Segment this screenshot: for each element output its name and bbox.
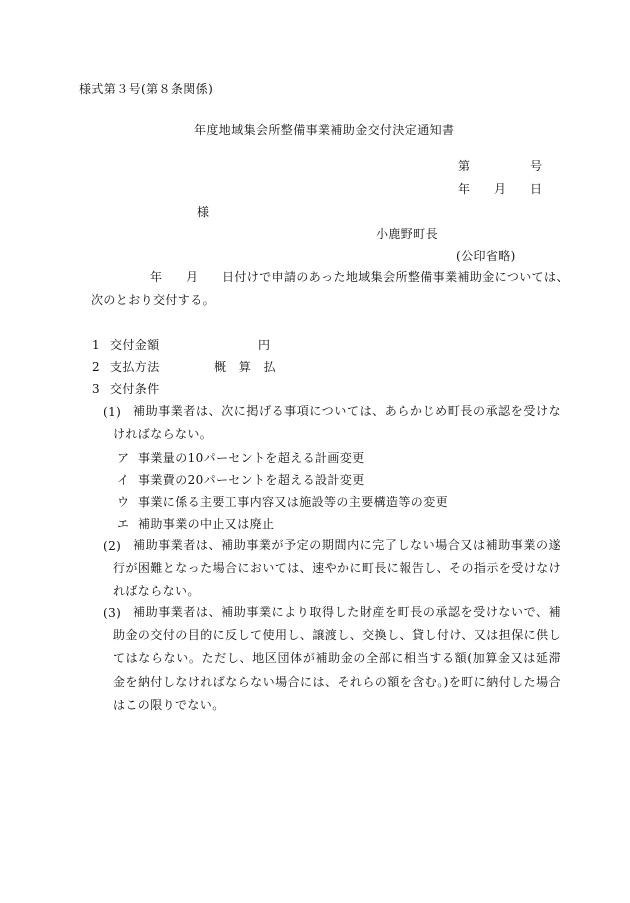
subitem-text: 補助事業の中止又は廃止 [138,517,275,531]
item-value-amount: 円 [258,338,271,352]
item-number: 2 [92,360,101,374]
subitem-mark: エ [117,517,130,531]
condition-number: (1) [103,405,122,419]
intro-line2: 次のとおり交付する。 [91,293,216,307]
subitem-mark: ア [117,451,130,465]
item-number: 3 [92,382,101,396]
subitem-mark: イ [117,473,130,487]
item-label-payment: 支払方法 [110,360,160,374]
item-number: 1 [92,338,101,352]
item-value-payment: 概 算 払 [214,360,277,374]
date-year: 年 [458,182,471,196]
intro-month: 月 [186,270,199,284]
addressee-suffix: 様 [197,205,210,219]
date-day: 日 [530,182,543,196]
document-no-prefix: 第 [458,159,471,173]
item-label-amount: 交付金額 [110,338,160,352]
subitem-mark: ウ [117,495,130,509]
subitem-text: 事業量の10パーセントを超える計画変更 [138,451,365,465]
date-month: 月 [494,182,507,196]
seal-note: (公印省略) [456,249,516,263]
document-no-suffix: 号 [530,159,543,173]
issuer: 小鹿野町長 [376,227,439,241]
condition-number: (2) [103,539,122,553]
condition-text: 補助事業者は、補助事業が予定の期間内に完了しない場合又は補助事業の遂行が困難となった場合においては、速やかに町長に報告し、その指示を受けなければならない。 [113,538,561,599]
subitem-text: 事業に係る主要工事内容又は施設等の主要構造等の変更 [138,495,449,509]
form-number: 様式第３号(第８条関係) [79,82,214,96]
item-label-conditions: 交付条件 [110,382,160,396]
subitem-text: 事業費の20パーセントを超える設計変更 [138,473,365,487]
document-title: 年度地域集会所整備事業補助金交付決定通知書 [194,123,455,137]
condition-text: 補助事業者は、次に掲げる事項については、あらかじめ町長の承認を受けなければならない。 [113,404,561,442]
condition-text: 補助事業者は、補助事業により取得した財産を町長の承認を受けないで、補助金の交付の目的に反して使用し、譲渡し、交換し、貸し付け、又は担保に供してはならない。ただし、地区団体が補助金の全部に相当する額(加算金又は延滞金を納付しなければならない場合には、それらの額を含む。)を町に納付した場合はこの限りでない。 [113,605,561,712]
condition-number: (3) [103,606,122,620]
intro-text: 日付けで申請のあった地域集会所整備事業補助金については、 [222,270,569,284]
intro-year: 年 [150,270,163,284]
